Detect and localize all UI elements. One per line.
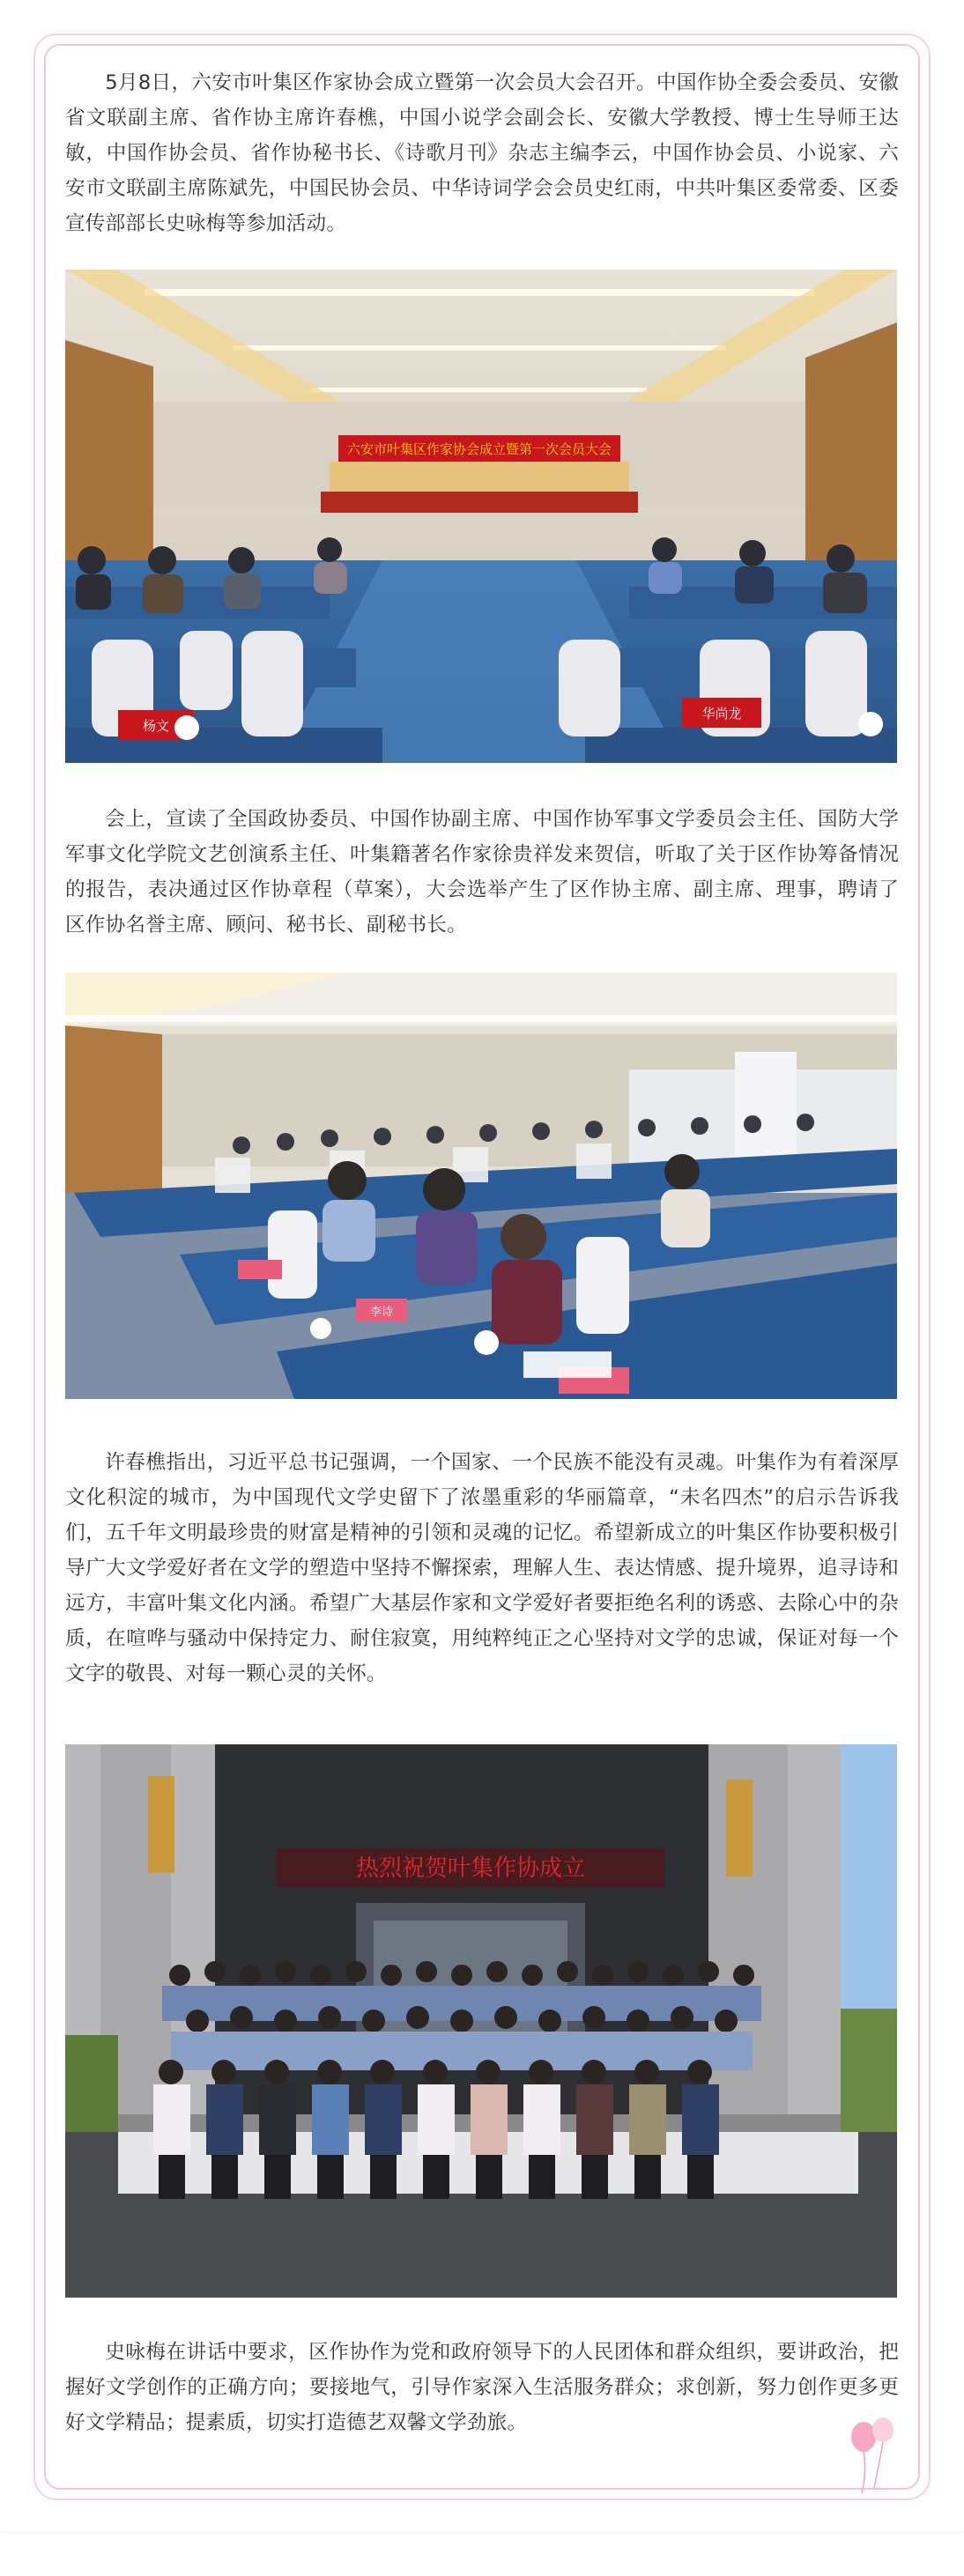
banner-text-1: 六安市叶集区作家协会成立暨第一次会员大会	[346, 441, 612, 457]
nameplate-2: 华尚龙	[701, 706, 742, 722]
nameplate-1: 杨文	[142, 718, 170, 734]
balloon-icon	[844, 2417, 902, 2497]
paragraph-3: 许春樵指出，习近平总书记强调，一个国家、一个民族不能没有灵魂。叶集作为有着深厚文化积淀的城市，为中国现代文学史留下了浓墨重彩的华丽篇章，“未名四杰”的启示告诉我们，五千年文明最珍贵的财富是精神的引领和灵魂的记忆。希望新成立的叶集区作协要积极引导广大文学爱好者在文学的塑造中坚持不懈探索，理解人生、表达情感、提升境界，追寻诗和远方，丰富叶集文化内涵。希望广大基层作家和文学爱好者要拒绝名利的诱惑、去除心中的杂质，在喧哗与骚动中保持定力、耐住寂寞，用纯粹纯正之心坚持对文学的忠诚，保证对每一个文字的敬畏、对每一颗心灵的关怀。	[65, 1451, 899, 1685]
paragraph-2: 会上，宣读了全国政协委员、中国作协副主席、中国作协军事文学委员会主任、国防大学军事文化学院文艺创演系主任、叶集籍著名作家徐贵祥发来贺信，听取了关于区作协筹备情况的报告，表决通过区作协章程（草案），大会选举产生了区作协主席、副主席、理事，聘请了区作协名誉主席、顾问、秘书长、副秘书长。	[65, 808, 899, 936]
banner-text-3: 热烈祝贺叶集作协成立	[355, 1855, 586, 1882]
paragraph-1: 5月8日，六安市叶集区作家协会成立暨第一次会员大会召开。中国作协全委会委员、安徽省文联副主席、省作协主席许春樵，中国小说学会副会长、安徽大学教授、博士生导师王达敏，中国作协会员、省作协秘书长、《诗歌月刊》杂志主编李云，中国作协会员、小说家、六安市文联副主席陈斌先，中国民协会员、中华诗词学会会员史红雨，中共叶集区委常委、区委宣传部部长史咏梅等参加活动。	[65, 71, 899, 235]
footer-card	[0, 2534, 964, 2576]
photo-conference-hall	[65, 270, 897, 763]
nameplate-3: 李诗	[369, 1306, 394, 1319]
photo-attendees	[65, 973, 897, 1399]
photo-group	[65, 1744, 897, 2298]
paragraph-4: 史咏梅在讲话中要求，区作协作为党和政府领导下的人民团体和群众组织，要讲政治，把握好文学创作的正确方向；要接地气，引导作家深入生活服务群众；求创新，努力创作更多更好文学精品；提素质，切实打造德艺双馨文学劲旅。	[65, 2341, 899, 2434]
